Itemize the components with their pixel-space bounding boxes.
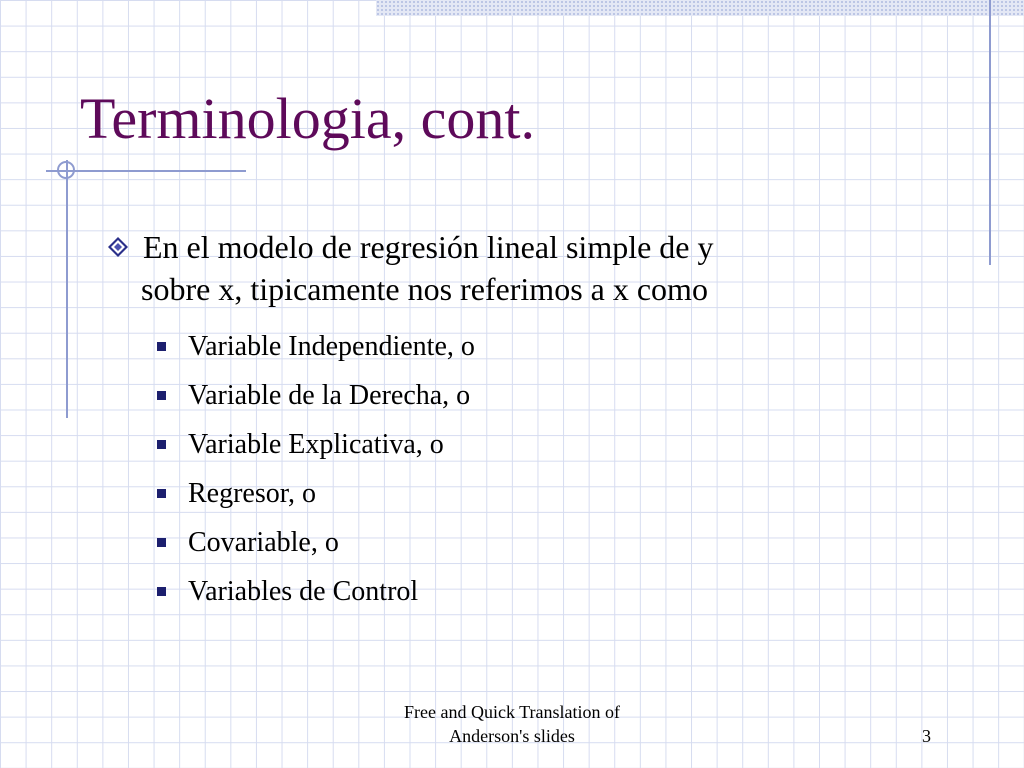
list-item — [157, 521, 475, 570]
list-item — [157, 570, 475, 619]
list-item — [157, 423, 475, 472]
list-item-label: Variable Independiente, o — [188, 331, 475, 362]
sub-bullet-list — [157, 325, 475, 619]
page-number: 3 — [922, 726, 931, 746]
main-bullet-line-1: En el modelo de regresión lineal simple de y — [143, 229, 714, 265]
square-bullet-icon — [157, 342, 166, 351]
diamond-bullet-icon — [108, 237, 128, 257]
square-bullet-icon — [157, 440, 166, 449]
slide-title: Terminologia, cont. — [80, 86, 535, 151]
square-bullet-icon — [157, 538, 166, 547]
square-bullet-icon — [157, 489, 166, 498]
list-item — [157, 325, 475, 374]
list-item-label: Variables de Control — [188, 576, 419, 607]
main-bullet — [100, 226, 900, 310]
square-bullet-icon — [157, 587, 166, 596]
top-pattern-band — [376, 0, 1024, 16]
main-bullet-text — [100, 226, 900, 310]
footer-line-1: Free and Quick Translation of — [404, 702, 620, 722]
decorative-vertical-line-right — [989, 0, 991, 265]
list-item — [157, 374, 475, 423]
square-bullet-icon — [157, 391, 166, 400]
list-item — [157, 472, 475, 521]
decorative-horizontal-line — [46, 170, 246, 172]
footer-text — [380, 700, 644, 748]
main-bullet-line-2: sobre x, tipicamente nos referimos a x como — [141, 271, 708, 307]
list-item-label: Variable Explicativa, o — [188, 429, 444, 460]
list-item-label: Covariable, o — [188, 527, 339, 558]
footer-line-2: Anderson's slides — [449, 726, 575, 746]
decorative-circle — [57, 161, 75, 179]
list-item-label: Regresor, o — [188, 478, 316, 509]
list-item-label: Variable de la Derecha, o — [188, 380, 471, 411]
decorative-vertical-line-left — [66, 160, 68, 418]
